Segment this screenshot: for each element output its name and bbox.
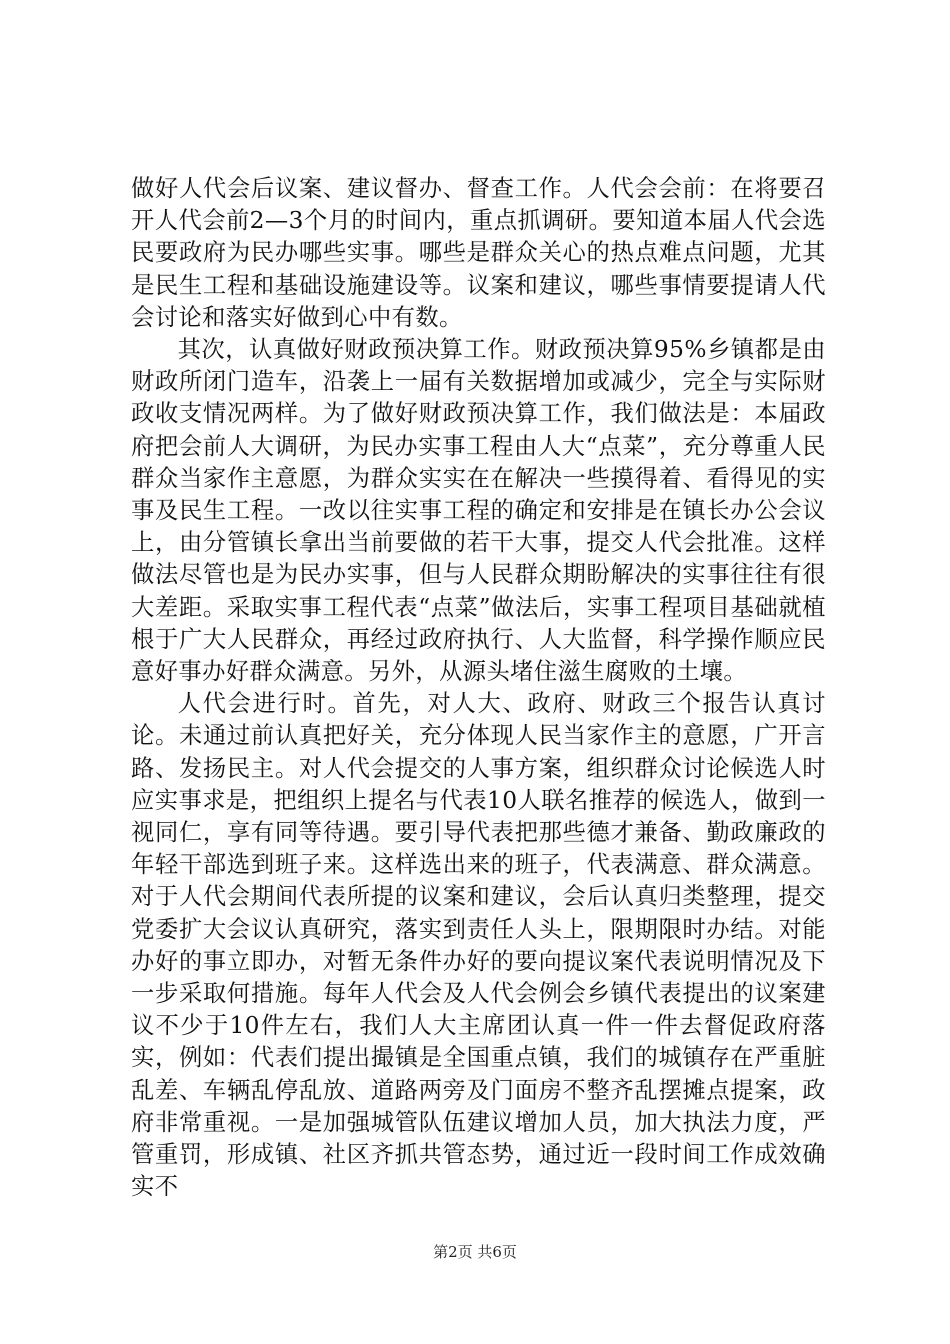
paragraph-1: 做好人代会后议案、建议督办、督查工作。人代会会前：在将要召开人代会前2—3个月的时间内，重点抓调研。要知道本届人代会选民要政府为民办哪些实事。哪些是群众关心的热点难点问题，尤其是民生工程和基础设施建设等。议案和建议，哪些事情要提请人代会讨论和落实好做到心中有数。: [131, 175, 826, 331]
document-body: [131, 173, 826, 1204]
paragraph-3: 人代会进行时。首先，对人大、政府、财政三个报告认真讨论。未通过前认真把好关，充分体现人民当家作主的意愿，广开言路、发扬民主。对人代会提交的人事方案，组织群众讨论候选人时应实事求是，把组织上提名与代表10人联名推荐的候选人，做到一视同仁，享有同等待遇。要引导代表把那些德才兼备、勤政廉政的年轻干部选到班子来。这样选出来的班子，代表满意、群众满意。对于人代会期间代表所提的议案和建议，会后认真归类整理，提交党委扩大会议认真研究，落实到责任人头上，限期限时办结。对能办好的事立即办，对暂无条件办好的要向提议案代表说明情况及下一步采取何措施。每年人代会及人代会例会乡镇代表提出的议案建议不少于10件左右，我们人大主席团认真一件一件去督促政府落实，例如：代表们提出撮镇是全国重点镇，我们的城镇存在严重脏乱差、车辆乱停乱放、道路两旁及门面房不整齐乱摆摊点提案，政府非常重视。一是加强城管队伍建议增加人员，加大执法力度，严管重罚，形成镇、社区齐抓共管态势，通过近一段时间工作成效确实不: [131, 690, 826, 1201]
page-footer: 第2页 共6页: [433, 1243, 517, 1261]
paragraph-2: 其次，认真做好财政预决算工作。财政预决算95%乡镇都是由财政所闭门造车，沿袭上一届有关数据增加或减少，完全与实际财政收支情况两样。为了做好财政预决算工作，我们做法是：本届政府把会前人大调研，为民办实事工程由人大“点菜”，充分尊重人民群众当家作主意愿，为群众实实在在解决一些摸得着、看得见的实事及民生工程。一改以往实事工程的确定和安排是在镇长办公会议上，由分管镇长拿出当前要做的若干大事，提交人代会批准。这样做法尽管也是为民办实事，但与人民群众期盼解决的实事往往有很大差距。采取实事工程代表“点菜”做法后，实事工程项目基础就植根于广大人民群众，再经过政府执行、人大监督，科学操作顺应民意好事办好群众满意。另外，从源头堵住滋生腐败的土壤。: [131, 336, 826, 686]
